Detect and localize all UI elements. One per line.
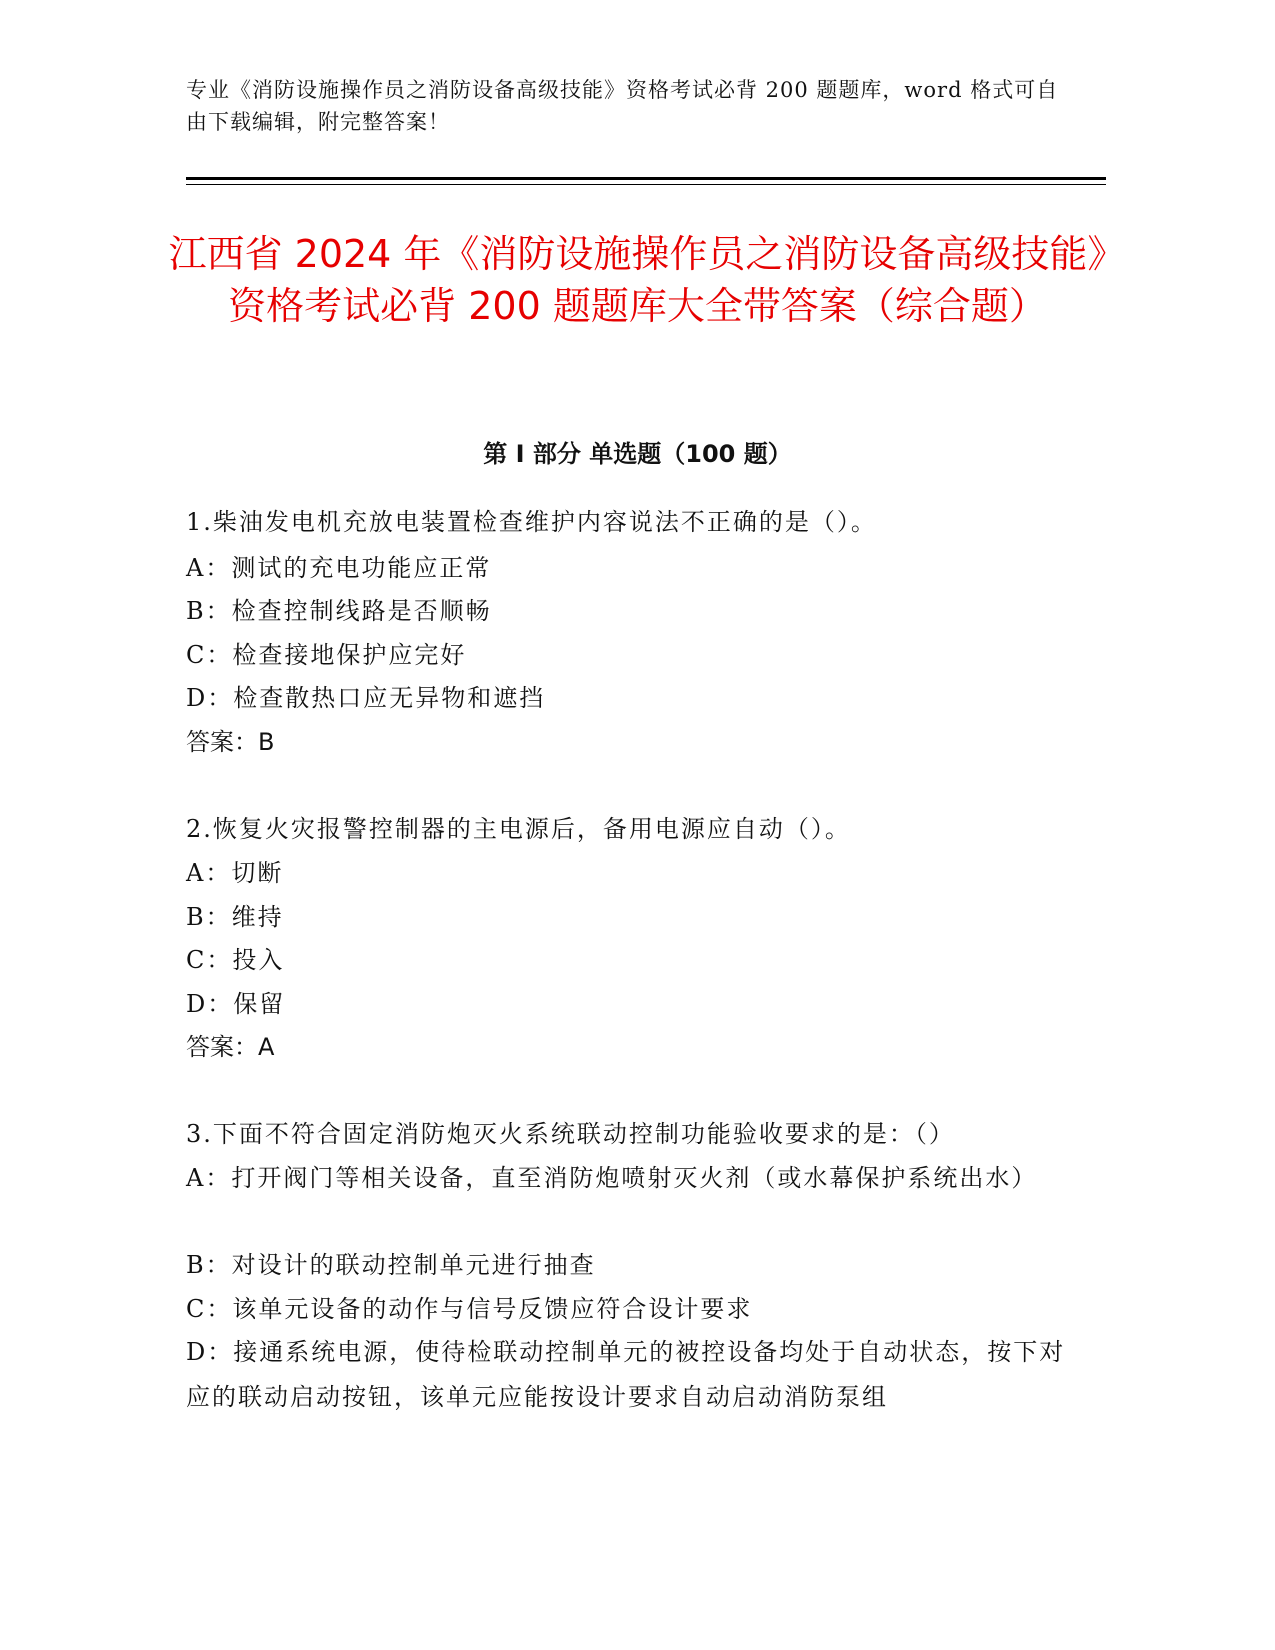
option-b: B：对设计的联动控制单元进行抽查: [186, 1251, 596, 1279]
header-divider-thick: [186, 177, 1106, 180]
option-b: B：维持: [186, 903, 284, 931]
option-d: D：检查散热口应无异物和遮挡: [186, 684, 546, 712]
option-b: B：检查控制线路是否顺畅: [186, 597, 492, 625]
option-a: A：打开阀门等相关设备，直至消防炮喷射灭火剂（或水幕保护系统出水）: [186, 1164, 1038, 1192]
option-d: D：保留: [186, 990, 286, 1018]
option-c: C：投入: [186, 946, 285, 974]
answer-label: 答案：B: [186, 728, 275, 756]
option-c: C：该单元设备的动作与信号反馈应符合设计要求: [186, 1295, 753, 1323]
question-stem: 2.恢复火灾报警控制器的主电源后，备用电源应自动（）。: [186, 815, 851, 843]
question-stem: 3.下面不符合固定消防炮灭火系统联动控制功能验收要求的是：（）: [186, 1120, 955, 1148]
question-stem: 1.柴油发电机充放电装置检查维护内容说法不正确的是（）。: [186, 508, 877, 536]
option-d: D：接通系统电源，使待检联动控制单元的被控设备均处于自动状态，按下对应的联动启动按钮，该单元应能按设计要求自动启动消防泵组: [186, 1338, 1066, 1411]
header-divider-thin: [186, 184, 1106, 185]
answer-label: 答案：A: [186, 1033, 275, 1061]
part-heading: 第 I 部分 单选题（100 题）: [483, 440, 792, 468]
header-note: 专业《消防设施操作员之消防设备高级技能》资格考试必背 200 题题库，word 格式可自由下载编辑，附完整答案！: [186, 78, 1059, 134]
option-c: C：检查接地保护应完好: [186, 641, 467, 669]
option-a: A：测试的充电功能应正常: [186, 554, 492, 582]
option-a: A：切断: [186, 859, 284, 887]
document-title: 江西省 2024 年《消防设施操作员之消防设备高级技能》资格考试必背 200 题题库大全带答案（综合题）: [168, 232, 1107, 328]
